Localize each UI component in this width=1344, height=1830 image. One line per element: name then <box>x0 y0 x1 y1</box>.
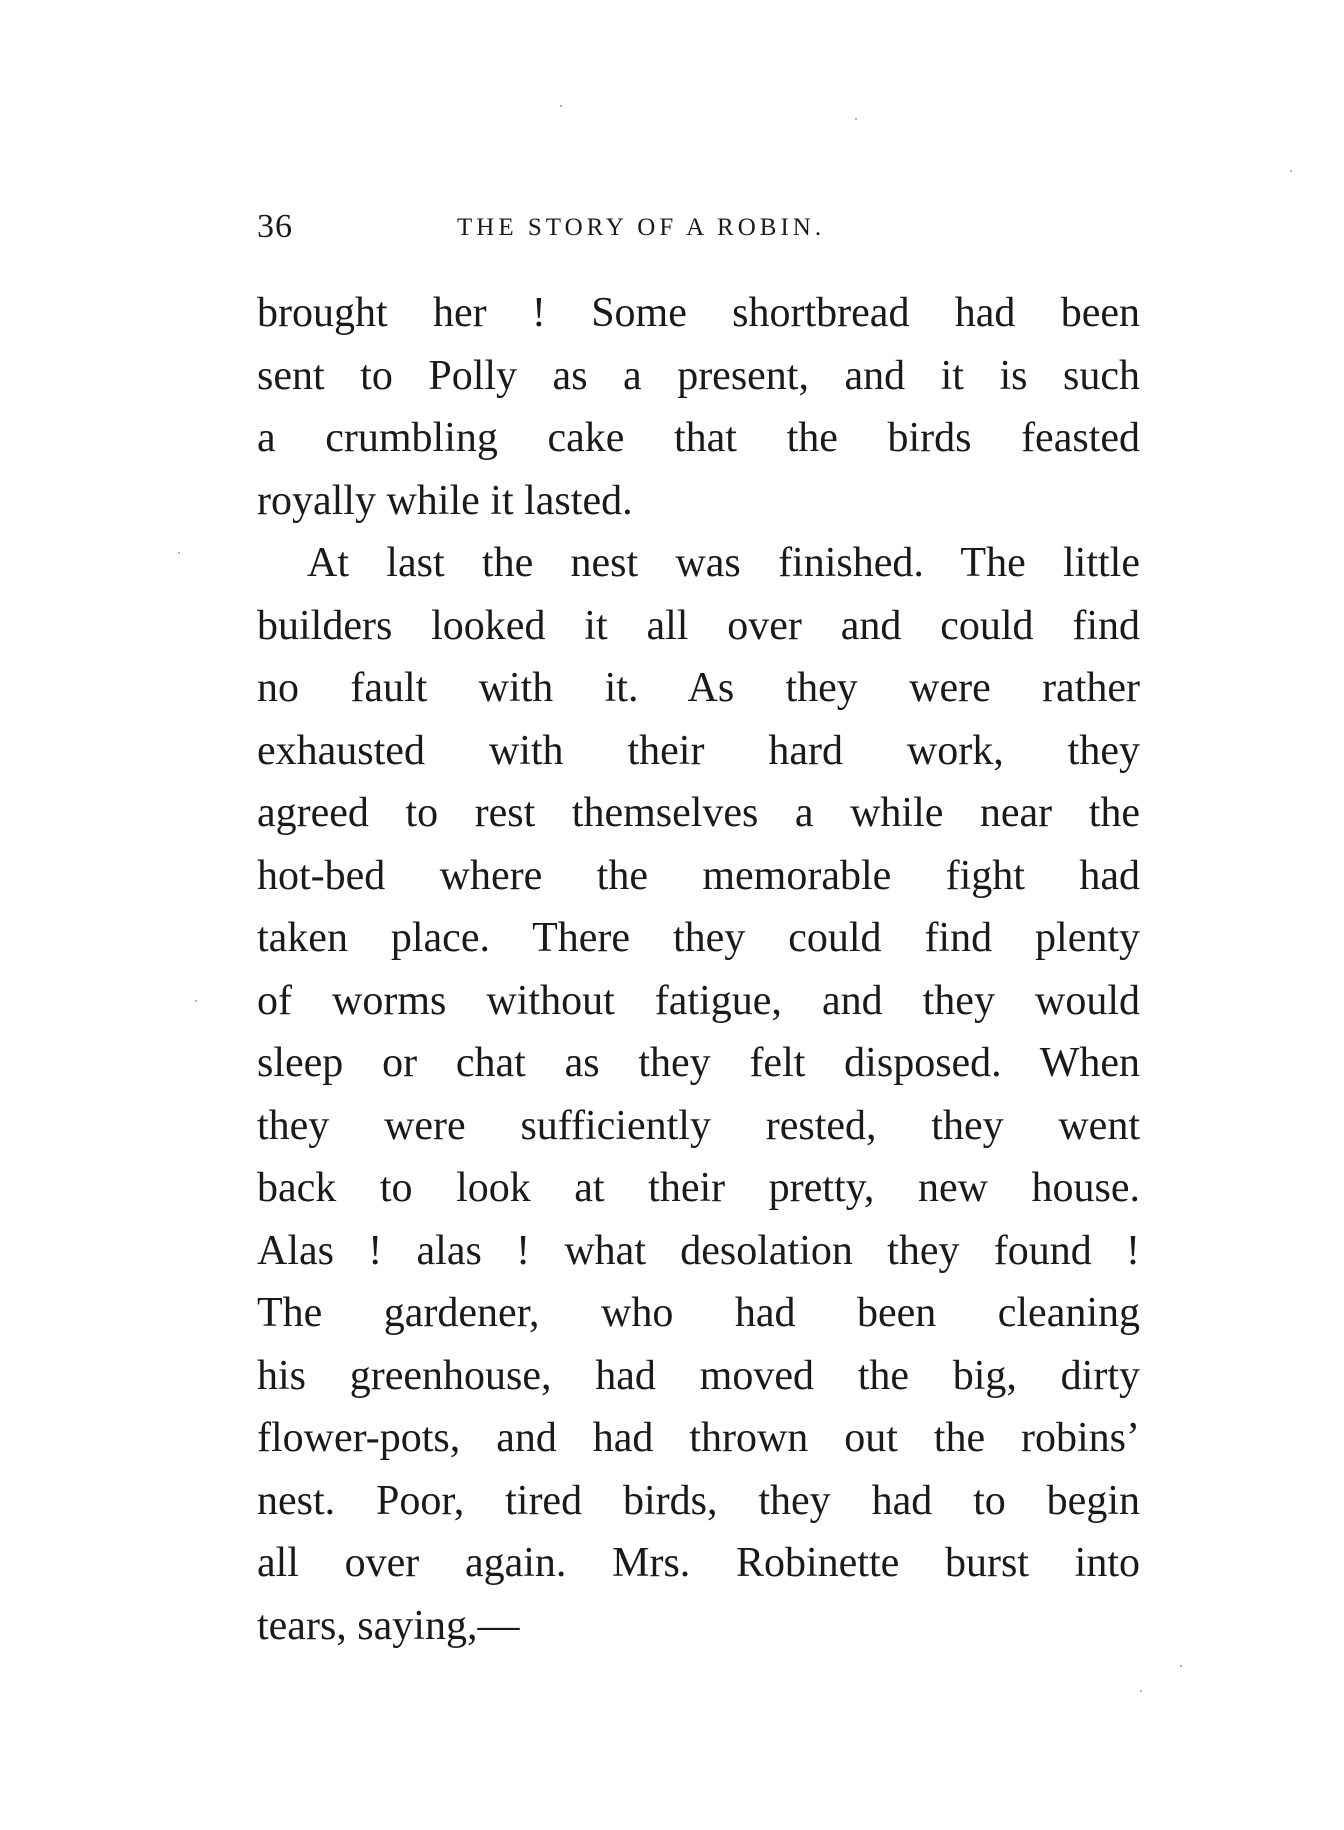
page-number: 36 <box>257 208 293 245</box>
text-line: they were sufficiently rested, they went <box>257 1102 1140 1149</box>
text-line: back to look at their pretty, new house. <box>257 1165 1140 1211</box>
text-line: nest. Poor, tired birds, they had to begin <box>257 1477 1140 1524</box>
running-header <box>257 208 1157 258</box>
text-line: his greenhouse, had moved the big, dirty <box>257 1352 1140 1399</box>
text-line: exhausted with their hard work, they <box>257 727 1140 774</box>
scan-speck <box>560 105 562 107</box>
text-line: At last the nest was finished. The little <box>307 540 1140 586</box>
text-line: taken place. There they could find plenty <box>257 915 1140 961</box>
text-line: all over again. Mrs. Robinette burst into <box>257 1540 1140 1586</box>
text-line: flower-pots, and had thrown out the robins’ <box>257 1415 1140 1461</box>
running-title: THE STORY OF A ROBIN. <box>457 214 826 241</box>
text-line: Alas ! alas ! what desolation they found ! <box>257 1227 1140 1274</box>
text-line: The gardener, who had been cleaning <box>257 1290 1140 1336</box>
scan-speck <box>195 1000 197 1002</box>
text-line: a crumbling cake that the birds feasted <box>257 415 1140 461</box>
scan-speck <box>178 552 180 554</box>
text-line: royally while it lasted. <box>257 477 633 524</box>
text-line: agreed to rest themselves a while near the <box>257 790 1140 836</box>
text-line: no fault with it. As they were rather <box>257 665 1140 711</box>
text-line: of worms without fatigue, and they would <box>257 977 1140 1024</box>
text-line: builders looked it all over and could find <box>257 602 1140 649</box>
scan-speck <box>855 118 857 120</box>
scan-speck <box>1140 1690 1142 1692</box>
paragraph-1 <box>257 282 1140 532</box>
text-line: sent to Polly as a present, and it is such <box>257 352 1140 399</box>
paragraph-2 <box>257 532 1140 1657</box>
text-line: tears, saying,— <box>257 1602 520 1649</box>
body-text <box>257 282 1140 1657</box>
scan-speck <box>1180 1665 1182 1667</box>
text-line: brought her ! Some shortbread had been <box>257 290 1140 336</box>
text-line: sleep or chat as they felt disposed. When <box>257 1040 1140 1086</box>
text-line: hot-bed where the memorable fight had <box>257 852 1140 899</box>
scan-speck <box>1290 170 1292 172</box>
